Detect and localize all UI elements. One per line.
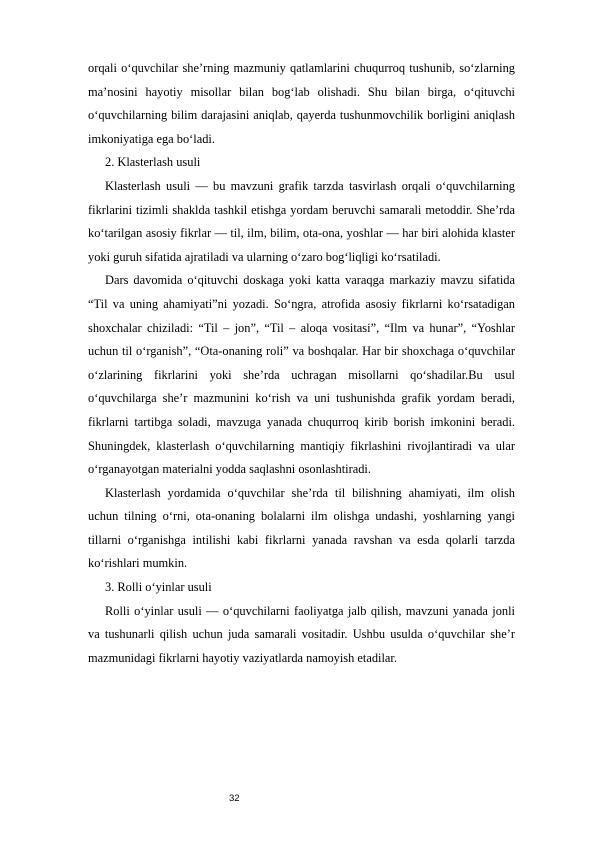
paragraph-klasterlash-definition: Klasterlash usuli — bu mavzuni grafik tarzda tasvirlash orqali o‘quvchilarning fikrlarini tizimli shaklda tashkil etishga yordam beruvchi samarali metoddir. She’rda ko‘tarilgan asosiy fikrlar — til, ilm, bilim, ota-ona, yoshlar — har biri alohida klaster yoki guruh sifatida ajratiladi va ularning o‘zaro bog‘liqligi ko‘rsatiladi. [88,178,515,264]
page-number: 32 [229,793,240,804]
paragraph-rolli-oyinlar-definition: Rolli o‘yinlar usuli — o‘quvchilarni faoliyatga jalb qilish, mavzuni yanada jonli va tushunarli qilish uchun juda samarali vositadir. Ushbu usulda o‘quvchilar she’r mazmunidagi fikrlarni hayotiy vaziyatlarda namoyish etadilar. [88,603,515,665]
section-heading-klasterlash: 2. Klasterlash usuli [105,155,201,170]
paragraph-klasterlash-outcome: Klasterlash yordamida o‘quvchilar she’rda til bilishning ahamiyati, ilm olish uchun tilning o‘rni, ota-onaning bolalarni ilm olishga undashi, yoshlarning yangi tillarni o‘rganishga intilishi kabi fikrlarni yanada ravshan va esda qolarli tarzda ko‘rishlari mumkin. [88,485,515,571]
document-body [88,57,515,670]
paragraph-klasterlash-lesson: Dars davomida o‘qituvchi doskaga yoki katta varaqga markaziy mavzu sifatida “Til va uning ahamiyati”ni yozadi. So‘ngra, atrofida asosiy fikrlarni ko‘rsatadigan shoxchalar chiziladi: “Til – jon”, “Til – aloqa vositasi”, “Ilm va hunar”, “Yoshlar uchun til o‘rganish”, “Ota-onaning roli” va boshqalar. Har bir shoxchaga o‘quvchilar o‘zlarining fikrlarini yoki she’rda uchragan misollarni qo‘shadilar.Bu usul o‘quvchilarga she’r mazmunini ko‘rish va uni tushunishda grafik yordam beradi, fikrlarni tartibga soladi, mavzuga yanada chuqurroq kirib borish imkonini beradi. Shuningdek, klasterlash o‘quvchilarning mantiqiy fikrlashini rivojlantiradi va ular o‘rganayotgan materialni yodda saqlashni osonlashtiradi. [88,273,515,477]
paragraph-intro-continuation: orqali o‘quvchilar she’rning mazmuniy qatlamlarini chuqurroq tushunib, so‘zlarning ma’nosini hayotiy misollar bilan bog‘lab olishadi. Shu bilan birga, o‘qituvchi o‘quvchilarning bilim darajasini aniqlab, qayerda tushunmovchilik borligini aniqlash imkoniyatiga ega bo‘ladi. [88,61,515,146]
section-heading-rolli-oyinlar: 3. Rolli o‘yinlar usuli [105,580,212,595]
